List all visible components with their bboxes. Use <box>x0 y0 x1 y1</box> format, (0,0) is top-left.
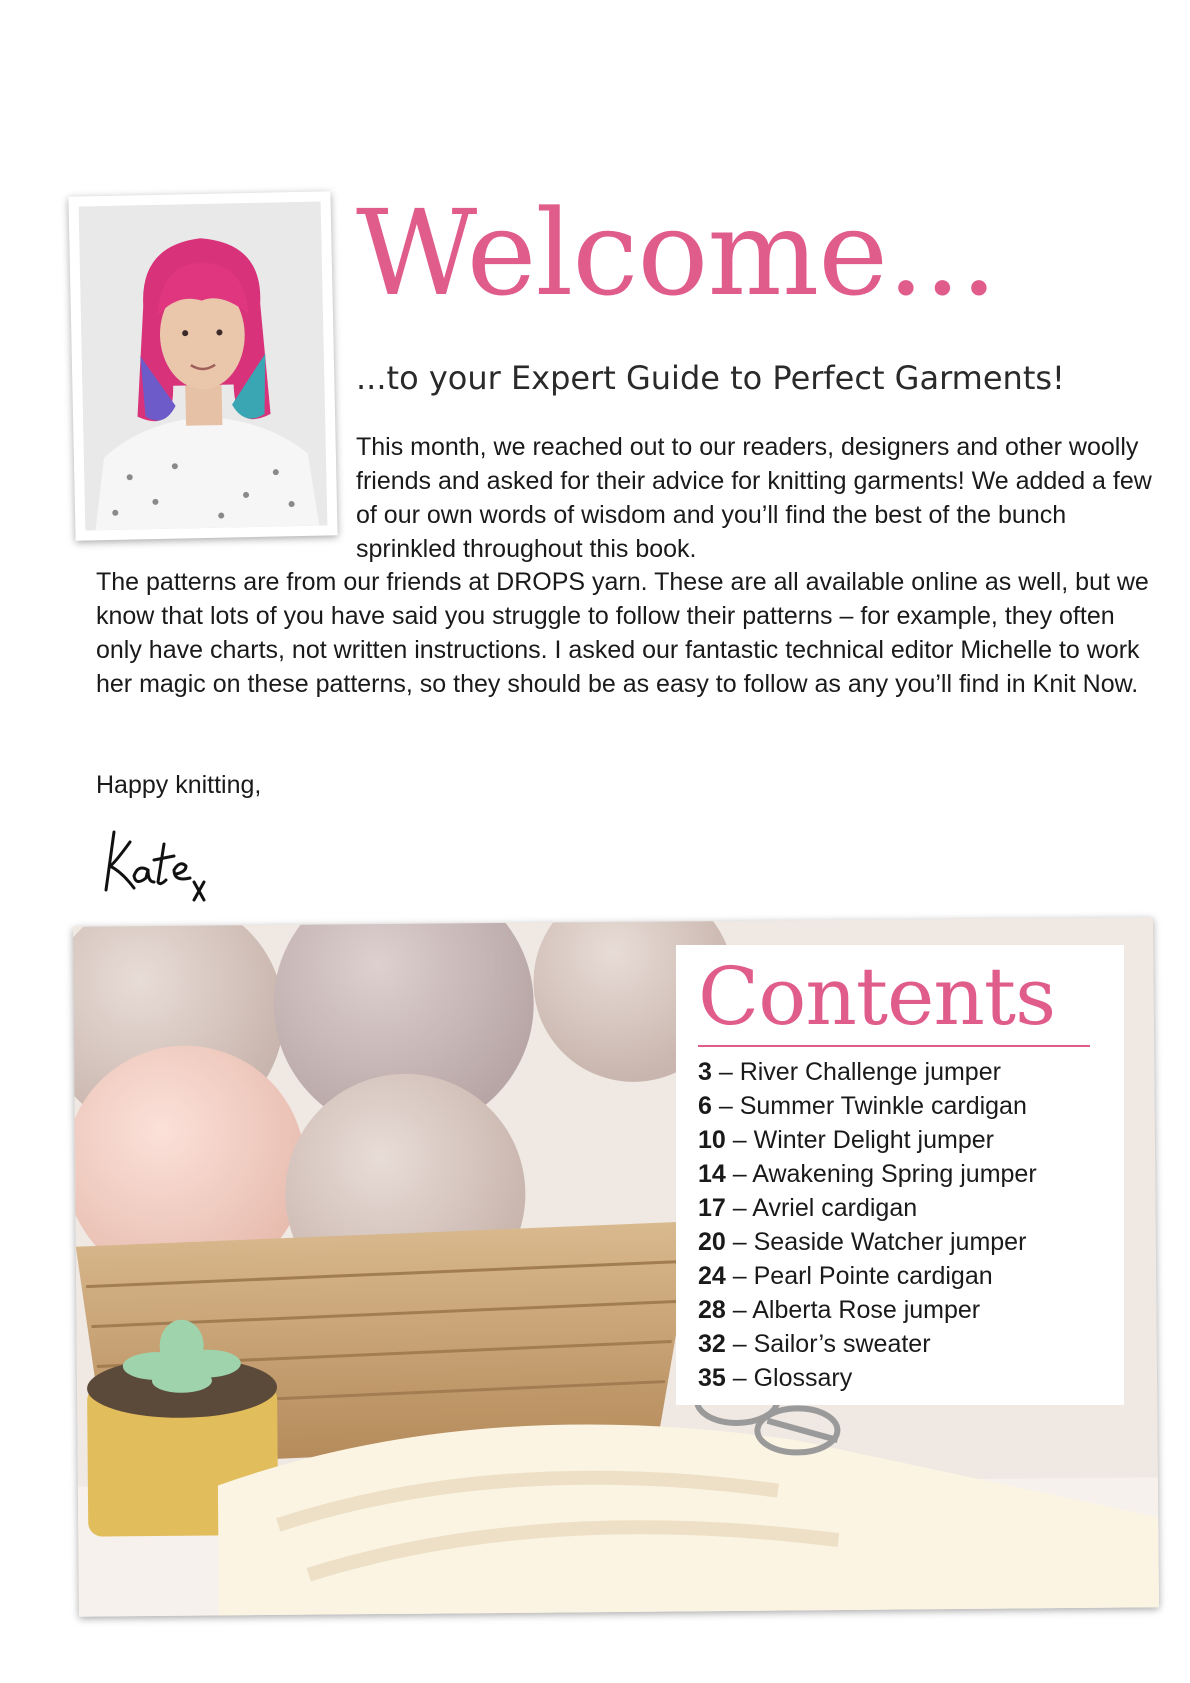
contents-item-title: Seaside Watcher jumper <box>753 1228 1027 1256</box>
welcome-title: Welcome... <box>356 184 997 322</box>
editor-signature <box>100 820 220 910</box>
contents-page-number: 32 <box>698 1330 726 1358</box>
contents-divider <box>698 1045 1090 1047</box>
contents-separator: – <box>725 1194 753 1222</box>
contents-separator: – <box>711 1092 740 1120</box>
contents-item-title: Alberta Rose jumper <box>752 1296 981 1324</box>
editor-portrait <box>68 191 337 540</box>
contents-page-number: 20 <box>698 1228 726 1256</box>
contents-item-title: Awakening Spring jumper <box>752 1160 1037 1188</box>
contents-item-title: Pearl Pointe cardigan <box>753 1262 993 1290</box>
contents-page-number: 3 <box>698 1058 712 1086</box>
signoff-text: Happy knitting, <box>96 771 262 799</box>
contents-item-title: Sailor’s sweater <box>753 1330 931 1358</box>
contents-separator: – <box>725 1228 754 1256</box>
contents-separator: – <box>725 1160 753 1188</box>
contents-separator: – <box>725 1126 754 1154</box>
contents-separator: – <box>725 1296 753 1324</box>
contents-panel <box>676 945 1124 1405</box>
contents-item-title: Winter Delight jumper <box>753 1126 994 1154</box>
contents-item <box>698 1361 1100 1395</box>
contents-page-number: 28 <box>698 1296 726 1324</box>
intro-paragraph: This month, we reached out to our readers, designers and other woolly friends and asked for their advice for knitting garments! We added a few of our own words of wisdom and you’ll find the best of the bunch sprinkled throughout this book. <box>356 433 1152 563</box>
contents-page-number: 17 <box>698 1194 726 1222</box>
contents-item <box>698 1055 1100 1089</box>
contents-page-number: 14 <box>698 1160 726 1188</box>
contents-separator: – <box>725 1364 754 1392</box>
contents-separator: – <box>725 1330 754 1358</box>
contents-item <box>698 1157 1100 1191</box>
contents-item <box>698 1225 1100 1259</box>
welcome-subtitle: ...to your Expert Guide to Perfect Garments! <box>356 359 1065 397</box>
contents-separator: – <box>725 1262 754 1290</box>
contents-page-number: 35 <box>698 1364 726 1392</box>
contents-page-number: 10 <box>698 1126 726 1154</box>
contents-item <box>698 1259 1100 1293</box>
contents-item <box>698 1327 1100 1361</box>
contents-item <box>698 1089 1100 1123</box>
contents-page-number: 24 <box>698 1262 726 1290</box>
editor-photo-illustration <box>79 202 328 531</box>
editor-photo <box>79 202 328 531</box>
contents-item <box>698 1191 1100 1225</box>
contents-item-title: River Challenge jumper <box>739 1058 1001 1086</box>
contents-item-title: Glossary <box>753 1364 853 1392</box>
contents-item <box>698 1123 1100 1157</box>
contents-page-number: 6 <box>698 1092 712 1120</box>
contents-list <box>698 1055 1100 1395</box>
contents-item <box>698 1293 1100 1327</box>
contents-separator: – <box>711 1058 740 1086</box>
body-paragraph: The patterns are from our friends at DROPS yarn. These are all available online as well, but we know that lots of you have said you struggle to follow their patterns – for example, they often only have charts, not written instructions. I asked our fantastic technical editor Michelle to work her magic on these patterns, so they should be as easy to follow as any you’ll find in Knit Now. <box>96 568 1149 698</box>
contents-title: Contents <box>698 950 1056 1043</box>
contents-item-title: Summer Twinkle cardigan <box>739 1092 1027 1120</box>
contents-item-title: Avriel cardigan <box>752 1194 918 1222</box>
